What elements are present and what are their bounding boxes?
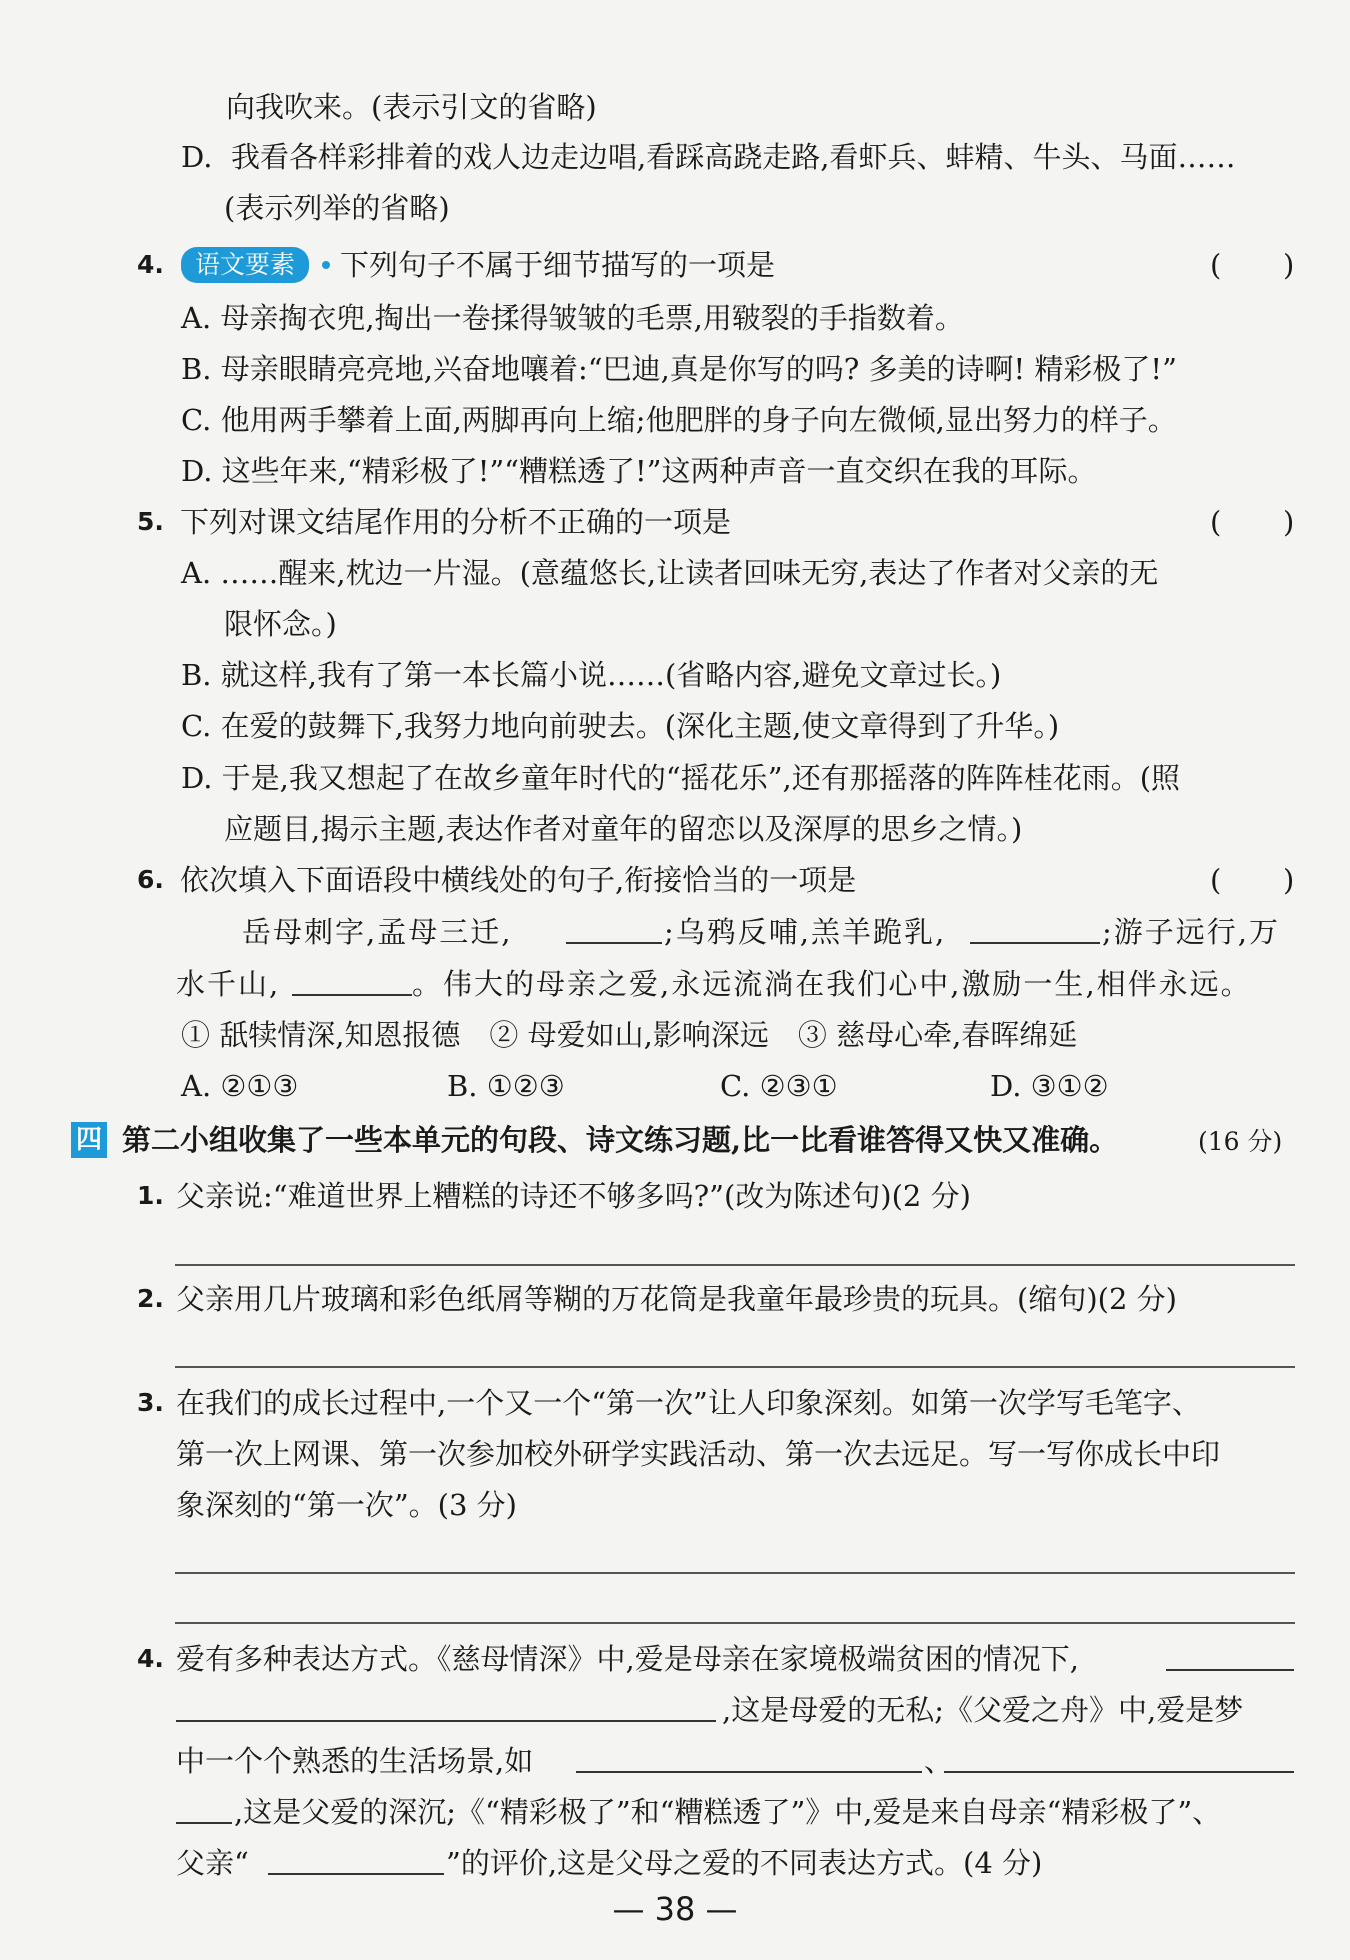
fill-blank-5[interactable] — [176, 1690, 716, 1722]
worksheet-page: 向我吹来。(表示引文的省略) D. 我看各样彩排着的戏人边走边唱,看踩高跷走路,看虾兵、蚌精、牛头、马面…… (表示列举的省略) 4. 下列句子不属于细节描写的一项是 ( ) 语文要素 A. 母亲掏衣兜,掏出一卷揉得皱皱的毛票,用皲裂的手指数着。 B. 母亲眼睛亮亮地,兴奋地嚷着:“巴迪,真是你写的吗? 多美的诗啊! 精彩极了!” C. 他用两手攀着上面,两脚再向上缩;他肥胖的身子向左微倾,显出努力的样子。 D. 这些年来,“精彩极了!”“糟糕透了!”这两种声音一直交织在我的耳际。 5. 下列对课文结尾作用的分析不正确的一项是 ( ) A. ……醒来,枕边一片湿。(意蕴悠长,让读者回味无穷,表达了作者对父亲的无 限怀念。) B. 就这样,我有了第一本长篇小说……(省略内容,避免文章过长。) C. 在爱的鼓舞下,我努力地向前驶去。(深化主题,使文章得到了升华。) D. 于是,我又想起了在故乡童年时代的“摇花乐”,还有那摇落的阵阵桂花雨。(照 应题目,揭示主题,表达作者对童年的留恋以及深厚的思乡之情。) 6. 依次填入下面语段中横线处的句子,衔接恰当的一项是 ( ) 岳母刺字,孟母三迁, ;乌鸦反哺,羔羊跪乳, ;游子远行,万 水千山, 。伟大的母亲之爱,永远流淌在我们心中,激励一生,相伴永远。 ① 舐犊情深,知恩报德 ② 母爱如山,影响深远 ③ 慈母心牵,春晖绵延 A. ②①③ B. ①②③ C. ②③① D. ③①② 四 第二小组收集了一些本单元的句段、诗文练习题,比一比看谁答得又快又准确。 (16 分) 1. 父亲说:“难道世界上糟糕的诗还不够多吗?”(改为陈述句)(2 分) 2. 父亲用几片玻璃和彩色纸屑等糊的万花筒是我童年最珍贵的玩具。(缩句)(2 分) 3. 在我们的成长过程中,一个又一个“第一次”让人印象深刻。如第一次学写毛笔字、 第一次上网课、第一次参加校外研学实践活动、第一次去远足。写一写你成长中印 象深刻的“第一次”。(3 分) 4. 爱有多种表达方式。《慈母情深》中,爱是母亲在家境极端贫困的情况下, ,这是母爱的无私;《父爱之舟》中,爱是梦 中一个个熟悉的生活场景,如 、 ,这是父爱的深沉;《“精彩极了”和“糟糕透了”》中,爱是来自母亲“精彩极了”、 父亲“ ”的评价,这是父母之爱的不同表达方式。(4 分) — 38 — — [0, 0, 1350, 1960]
tag-dot-icon — [322, 261, 330, 269]
answer-line-3b[interactable] — [175, 1622, 1295, 1624]
fill-blank-6[interactable] — [576, 1741, 922, 1773]
fill-blank-7[interactable] — [944, 1741, 1294, 1773]
language-element-tag: 语文要素 — [181, 247, 309, 283]
answer-line-1[interactable] — [175, 1264, 1295, 1266]
fill-blank-2[interactable] — [970, 912, 1100, 944]
answer-line-3a[interactable] — [175, 1572, 1295, 1574]
fill-blank-4[interactable] — [1166, 1639, 1294, 1671]
choice-c: C. ②③① — [720, 1069, 838, 1103]
fill-blank-8[interactable] — [176, 1792, 232, 1824]
section-four-icon: 四 — [71, 1122, 107, 1158]
fill-blank-9[interactable] — [268, 1843, 444, 1875]
choice-d: D. ③①② — [990, 1069, 1109, 1103]
choice-b: B. ①②③ — [447, 1069, 565, 1103]
fill-blank-1[interactable] — [566, 912, 662, 944]
fill-blank-3[interactable] — [292, 964, 412, 996]
page-number: — 38 — — [612, 1890, 738, 1928]
choice-a: A. ②①③ — [181, 1069, 299, 1103]
answer-line-2[interactable] — [175, 1366, 1295, 1368]
